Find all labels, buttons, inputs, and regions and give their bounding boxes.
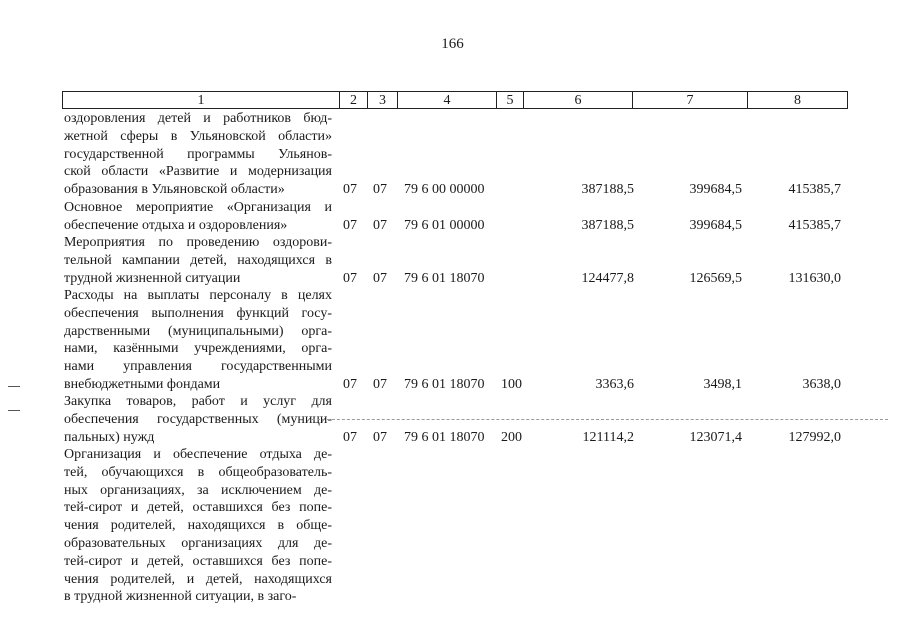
cell-col-6: 387188,5 <box>581 182 634 198</box>
description-line: тей, обучающихся в общеобразователь- <box>64 464 332 480</box>
cell-col-5: 200 <box>501 429 522 445</box>
cell-col-4: 79 6 00 00000 <box>404 182 485 198</box>
description-line: дарственными (муниципальными) орга- <box>64 323 332 339</box>
cell-col-2: 07 <box>343 429 357 445</box>
cell-col-8: 415385,7 <box>788 217 841 233</box>
cell-col-2: 07 <box>343 270 357 286</box>
scan-artifact-line <box>312 419 888 420</box>
cell-col-8: 3638,0 <box>802 377 841 392</box>
description-line: нами, казёнными учреждениями, орга- <box>64 341 332 357</box>
description-line: в трудной жизненной ситуации, в заго- <box>64 589 297 605</box>
header-col-3: 3 <box>368 91 398 109</box>
cell-col-6: 387188,5 <box>581 217 634 233</box>
cell-col-3: 07 <box>373 217 387 233</box>
cell-col-4: 79 6 01 00000 <box>404 217 485 233</box>
cell-col-6: 124477,8 <box>581 270 634 286</box>
cell-col-3: 07 <box>373 377 387 392</box>
page-number: 166 <box>441 36 464 52</box>
description-line: обеспечения государственных (муници- <box>64 411 332 427</box>
cell-col-6: 121114,2 <box>582 429 634 445</box>
description-line: чения родителей, и детей, находящихся <box>64 571 332 587</box>
cell-col-5: 100 <box>501 377 522 392</box>
description-line: государственной программы Ульянов- <box>64 146 332 162</box>
cell-col-2: 07 <box>343 377 357 392</box>
cell-col-7: 399684,5 <box>689 217 742 233</box>
header-col-2: 2 <box>340 91 368 109</box>
cell-col-8: 415385,7 <box>788 182 841 198</box>
description-line: Организация и обеспечение отдыха де- <box>64 447 332 462</box>
description-line: образования в Ульяновской области» <box>64 182 285 198</box>
margin-mark <box>8 410 20 411</box>
description-line: тельной кампании детей, находящихся в <box>64 252 332 268</box>
description-line: оздоровления детей и работников бюд- <box>64 111 332 126</box>
row-description <box>64 393 332 446</box>
cell-col-8: 127992,0 <box>788 429 841 445</box>
cell-col-3: 07 <box>373 182 387 198</box>
description-line: Мероприятия по проведению оздорови- <box>64 235 332 250</box>
row-description <box>64 199 332 235</box>
cell-col-3: 07 <box>373 429 387 445</box>
cell-col-4: 79 6 01 18070 <box>404 377 485 392</box>
description-line: нами управления государственными <box>64 359 332 375</box>
description-line: жетной сферы в Ульяновской области» <box>64 128 332 144</box>
cell-col-2: 07 <box>343 217 357 233</box>
margin-mark <box>8 386 20 387</box>
row-description <box>64 446 332 606</box>
header-col-1: 1 <box>62 91 340 109</box>
description-line: Расходы на выплаты персоналу в целях <box>64 288 332 303</box>
description-line: Закупка товаров, работ и услуг для <box>64 394 332 409</box>
cell-col-7: 3498,1 <box>703 377 742 392</box>
cell-col-4: 79 6 01 18070 <box>404 270 485 286</box>
header-col-4: 4 <box>398 91 497 109</box>
description-line: образовательных организациях для де- <box>64 535 332 551</box>
cell-col-7: 126569,5 <box>689 270 742 286</box>
description-line: пальных) нужд <box>64 429 155 445</box>
description-line: обеспечения выполнения функций госу- <box>64 305 332 321</box>
row-description <box>64 234 332 287</box>
cell-col-7: 123071,4 <box>689 429 742 445</box>
description-line: тей-сирот и детей, оставшихся без попе- <box>64 500 332 516</box>
header-col-7: 7 <box>633 91 748 109</box>
header-col-8: 8 <box>748 91 848 109</box>
header-col-5: 5 <box>497 91 524 109</box>
cell-col-4: 79 6 01 18070 <box>404 429 485 445</box>
description-line: внебюджетными фондами <box>64 376 221 392</box>
header-col-6: 6 <box>524 91 633 109</box>
description-line: ных организациях, за исключением де- <box>64 482 332 498</box>
description-line: трудной жизненной ситуации <box>64 270 241 286</box>
cell-col-2: 07 <box>343 182 357 198</box>
description-line: обеспечение отдыха и оздоровления» <box>64 217 288 233</box>
cell-col-8: 131630,0 <box>788 270 841 286</box>
description-line: тей-сирот и детей, оставшихся без попе- <box>64 553 332 569</box>
description-line: Основное мероприятие «Организация и <box>64 200 332 215</box>
row-description <box>64 110 332 199</box>
row-description <box>64 287 332 394</box>
description-line: чения родителей, находящихся в обще- <box>64 518 332 534</box>
cell-col-7: 399684,5 <box>689 182 742 198</box>
description-line: ской области «Развитие и модернизация <box>64 164 332 180</box>
cell-col-3: 07 <box>373 270 387 286</box>
cell-col-6: 3363,6 <box>595 377 634 392</box>
